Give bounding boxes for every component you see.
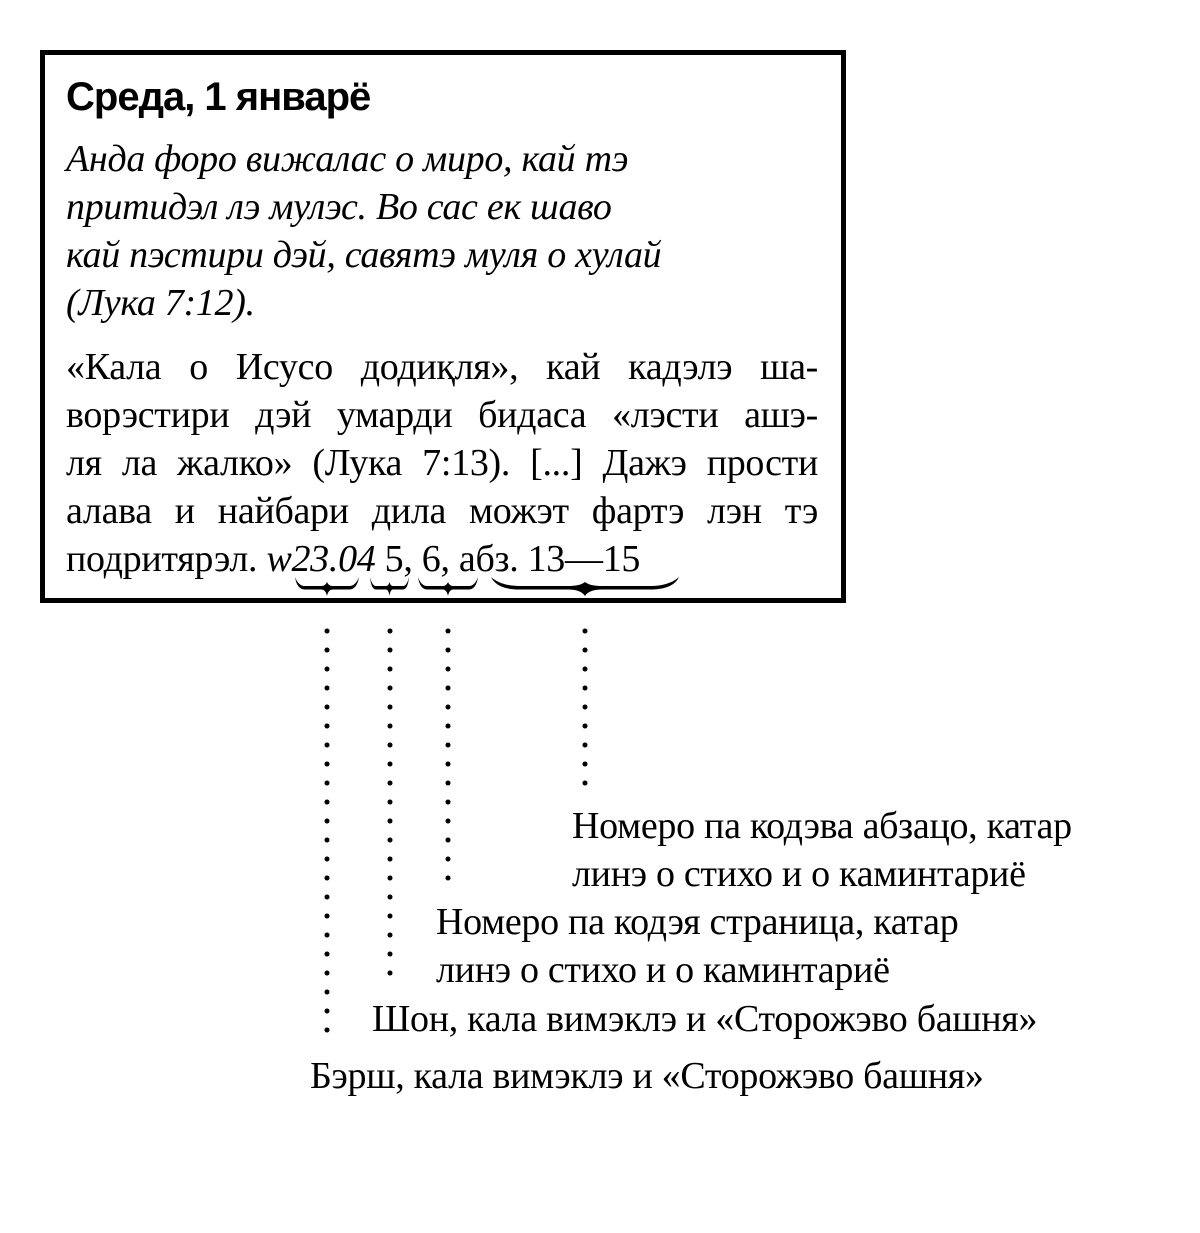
annotation-paragraph-numbers: [572, 802, 1072, 898]
daily-text-card: [40, 50, 846, 603]
scripture-line: кай пэстири дэй, савятэ муля о хулай: [66, 234, 662, 276]
annotation-month: [372, 995, 1037, 1043]
citation-pages-paragraphs: 5, 6, абз. 13—15: [375, 538, 641, 580]
comment-line: алава и найбари дила можэт фартэ лэн тэ: [66, 490, 818, 532]
comment-last-text: подритярэл.: [66, 538, 267, 580]
date-heading: Среда, 1 январё: [66, 75, 371, 119]
scripture-line: (Лука 7:12).: [66, 282, 255, 324]
annotation-line: Шон, кала вимэклэ и «Сторожэво башня»: [372, 998, 1038, 1040]
annotation-line: Номеро па кодэва абзацо, катар: [572, 805, 1072, 847]
comment-last-line: [66, 535, 818, 583]
pages-underbrace-icon: [418, 577, 478, 597]
annotation-line: линэ о стихо и о каминтариё: [436, 949, 890, 991]
dotted-leader-year: [324, 628, 330, 1040]
comment-paragraph: [66, 343, 818, 583]
dotted-leader-month: [387, 628, 393, 980]
scripture-line: Анда форо вижалас о миро, кай тэ: [66, 138, 629, 180]
dotted-leader-pages: [445, 628, 451, 884]
scripture-line: притидэл лэ мулэс. Во сас ек шаво: [66, 186, 612, 228]
annotation-line: Номеро па кодэя страница, катар: [436, 901, 959, 943]
dotted-leader-paragraphs: [582, 628, 588, 790]
year-underbrace-icon: [295, 577, 359, 597]
annotation-line: Бэрш, кала вимэклэ и «Сторожэво башня»: [310, 1055, 984, 1097]
scripture-passage: [66, 135, 818, 327]
comment-line: ля ла жалко» (Лука 7:13). [...] Дажэ прости: [66, 442, 818, 484]
annotation-page-numbers: [436, 898, 958, 994]
comment-line: ворэстири дэй умарди бидаса «лэсти ашэ-: [66, 394, 818, 436]
annotation-year: [310, 1052, 984, 1100]
annotation-line: линэ о стихо и о каминтариё: [572, 853, 1026, 895]
comment-line: «Кала о Исусо додиқля», кай кадэлэ ша-: [66, 346, 818, 388]
month-underbrace-icon: [370, 577, 409, 597]
citation-issue: w23.04: [266, 538, 376, 580]
paragraphs-underbrace-icon: [491, 577, 679, 597]
